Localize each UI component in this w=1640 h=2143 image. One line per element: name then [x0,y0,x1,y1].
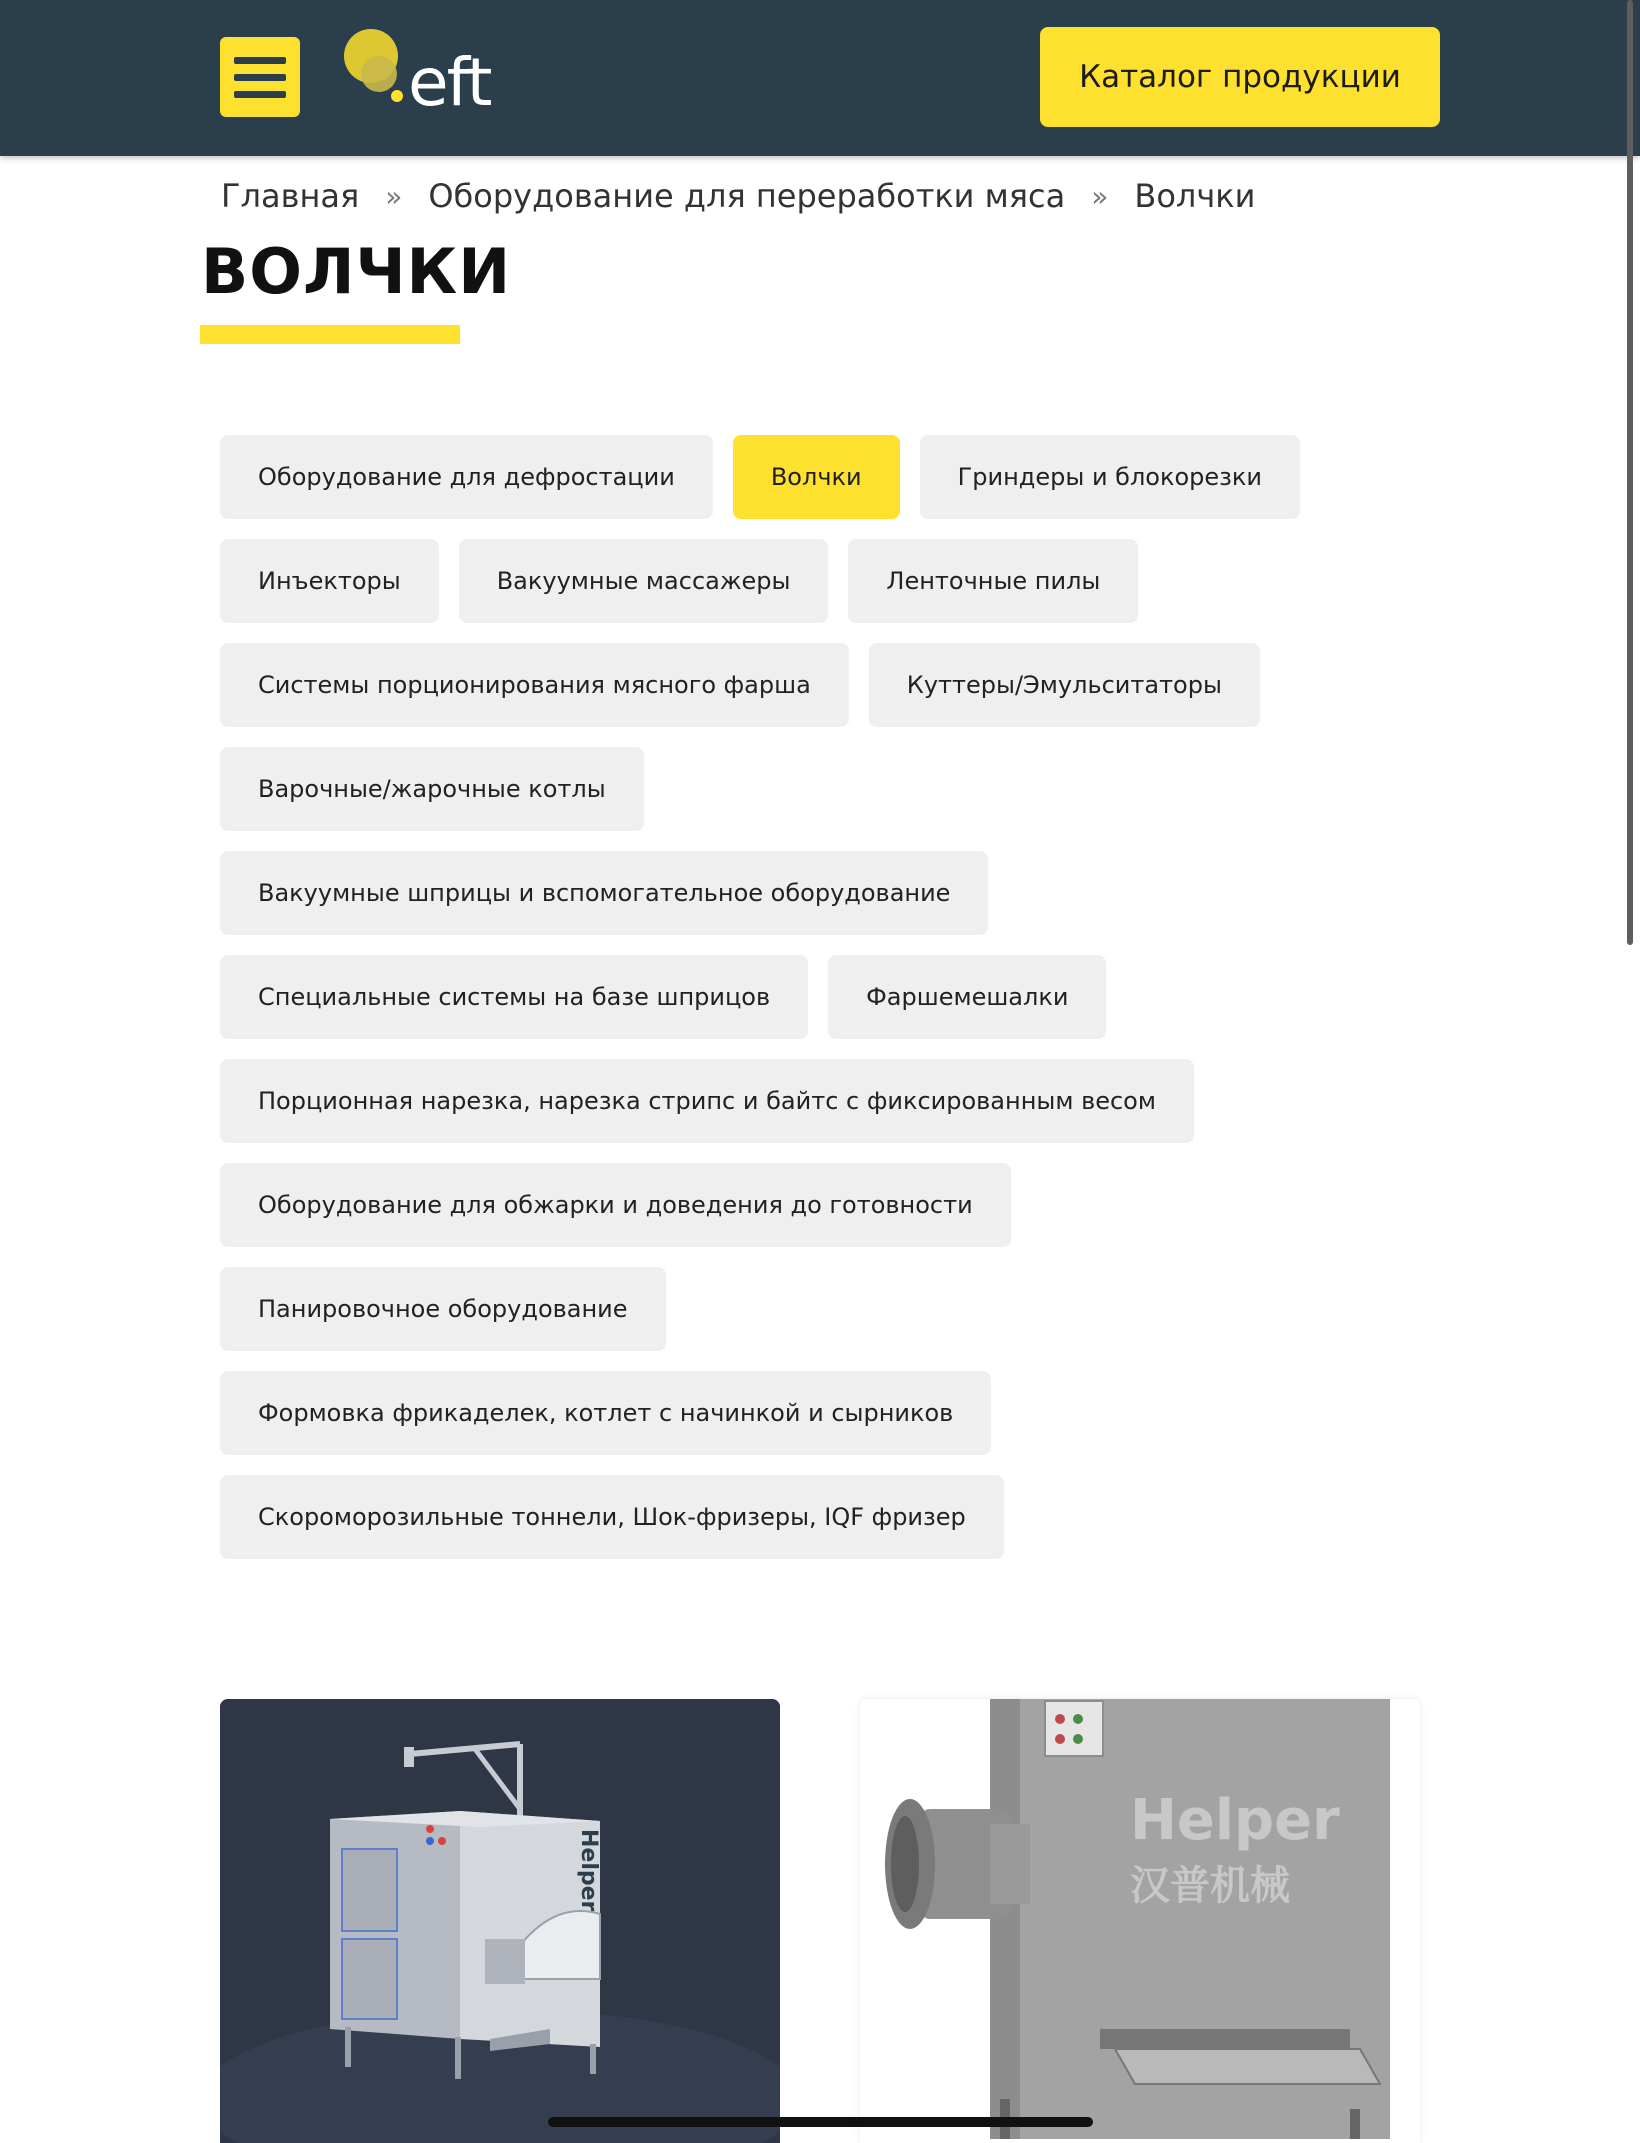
hamburger-menu-button[interactable] [220,37,300,117]
menu-bar-icon [234,91,286,98]
category-chip[interactable]: Скороморозильные тоннели, Шок-фризеры, IQF фризер [220,1475,1004,1559]
product-brand-text-cn: 汉普机械 [1130,1863,1290,1909]
category-row [220,1163,1440,1247]
category-row [220,1475,1440,1559]
catalog-button[interactable]: Каталог продукции [1040,27,1440,127]
category-chip[interactable]: Гриндеры и блокорезки [920,435,1300,519]
category-chip[interactable]: Порционная нарезка, нарезка стрипс и байтс с фиксированным весом [220,1059,1194,1143]
category-chip[interactable]: Куттеры/Эмульситаторы [869,643,1260,727]
category-row [220,435,1440,519]
category-row [220,539,1440,623]
category-row [220,1059,1440,1143]
product-brand-text: Helper [576,1829,601,1912]
category-row [220,643,1440,727]
category-chip[interactable]: Варочные/жарочные котлы [220,747,644,831]
category-chip[interactable]: Ленточные пилы [848,539,1138,623]
page-scrollbar[interactable] [1627,0,1633,945]
category-chip[interactable]: Системы порционирования мясного фарша [220,643,849,727]
breadcrumb-current: Волчки [1134,177,1256,215]
breadcrumb-home-link[interactable]: Главная [221,177,360,215]
breadcrumb-separator: » [1091,179,1109,213]
top-header [0,0,1640,156]
home-indicator-bar [548,2117,1093,2127]
category-row [220,747,1440,831]
category-chip[interactable]: Оборудование для дефростации [220,435,713,519]
category-chip[interactable]: Панировочное оборудование [220,1267,666,1351]
page-title: ВОЛЧКИ [201,235,512,308]
category-chip-active[interactable]: Волчки [733,435,900,519]
category-chip[interactable]: Специальные системы на базе шприцов [220,955,808,1039]
category-chip[interactable]: Фаршемешалки [828,955,1106,1039]
breadcrumb-separator: » [385,179,403,213]
category-chip[interactable]: Оборудование для обжарки и доведения до готовности [220,1163,1011,1247]
category-row [220,851,1440,935]
menu-bar-icon [234,74,286,81]
breadcrumb [221,172,1255,220]
meat-grinder-render-image [220,1699,780,2143]
category-chip[interactable]: Инъекторы [220,539,439,623]
logo-text[interactable]: eft [408,44,491,121]
category-filter-list [220,435,1440,1579]
category-chip[interactable]: Вакуумные шприцы и вспомогательное оборудование [220,851,988,935]
category-chip[interactable]: Формовка фрикаделек, котлет с начинкой и сырников [220,1371,991,1455]
product-card[interactable] [220,1699,780,2143]
product-brand-text: Helper [1130,1788,1340,1853]
meat-grinder-photo-image [860,1699,1420,2143]
category-row [220,1267,1440,1351]
title-underline [200,325,460,344]
product-card[interactable] [860,1699,1420,2143]
category-row [220,1371,1440,1455]
menu-bar-icon [234,57,286,64]
breadcrumb-category-link[interactable]: Оборудование для переработки мяса [428,177,1066,215]
category-row [220,955,1440,1039]
category-chip[interactable]: Вакуумные массажеры [459,539,829,623]
